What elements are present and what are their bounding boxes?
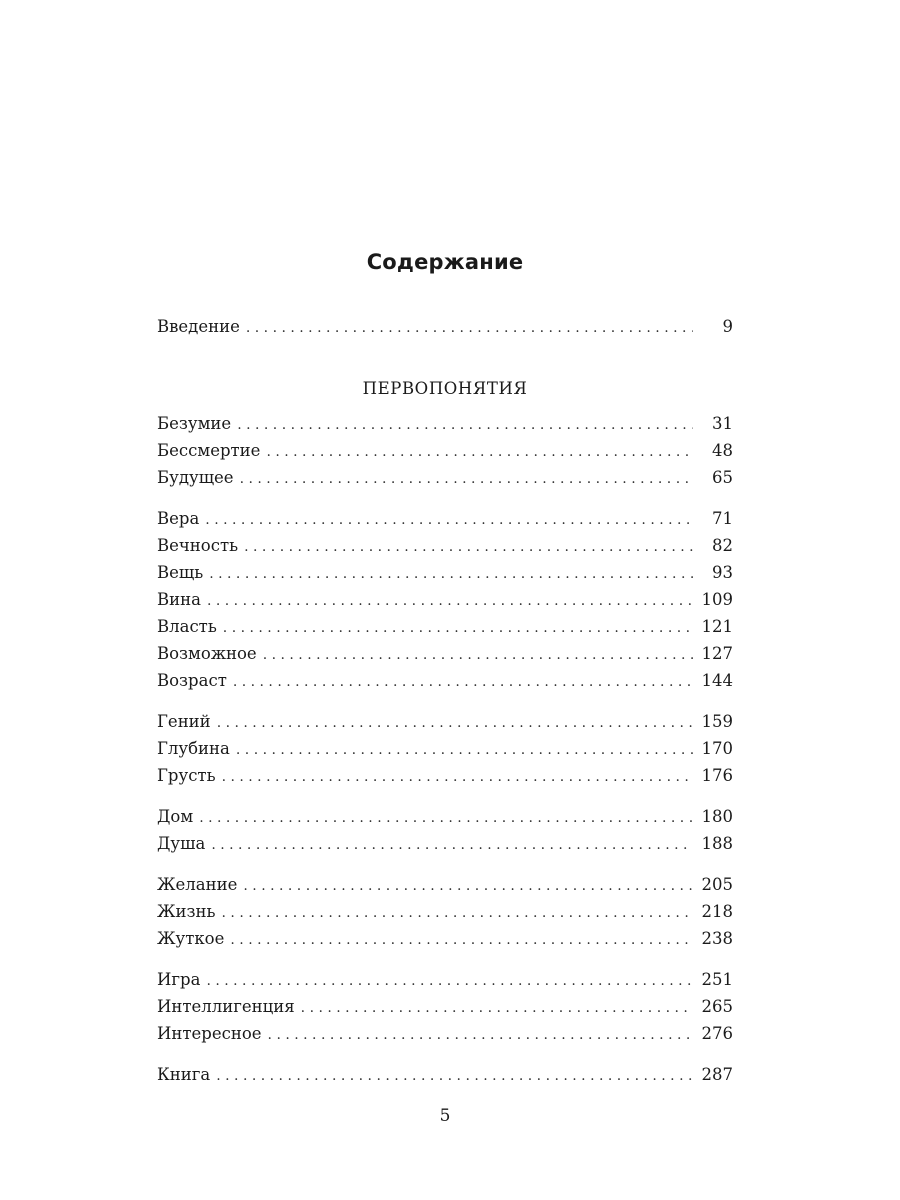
toc-dot-leader bbox=[207, 588, 693, 615]
toc-dot-leader bbox=[268, 1022, 693, 1049]
toc-entry bbox=[157, 586, 733, 613]
toc-entry-label: Книга bbox=[157, 1065, 211, 1084]
toc-dot-leader bbox=[301, 995, 693, 1022]
toc-entry bbox=[157, 708, 733, 735]
toc-entry bbox=[157, 871, 733, 898]
toc-dot-leader bbox=[217, 710, 693, 737]
toc-entry-page: 159 bbox=[701, 712, 733, 731]
toc-entry-label: Бессмертие bbox=[157, 441, 261, 460]
toc-entry bbox=[157, 966, 733, 993]
section-heading: ПЕРВОПОНЯТИЯ bbox=[362, 379, 528, 398]
toc-entry bbox=[157, 830, 733, 857]
toc-entry-page: 287 bbox=[701, 1065, 733, 1084]
toc-entry-label: Дом bbox=[157, 807, 194, 826]
toc-dot-leader bbox=[233, 669, 693, 696]
toc-dot-leader bbox=[230, 927, 693, 954]
toc-entry bbox=[157, 559, 733, 586]
toc-entry-page: 251 bbox=[701, 970, 733, 989]
toc-entry-label: Безумие bbox=[157, 414, 232, 433]
table-of-contents bbox=[157, 313, 733, 1088]
toc-dot-leader bbox=[206, 968, 693, 995]
toc-entry-page: 276 bbox=[701, 1024, 733, 1043]
toc-dot-leader bbox=[240, 466, 693, 493]
toc-entry-label: Будущее bbox=[157, 468, 234, 487]
toc-entry-page: 9 bbox=[722, 317, 733, 336]
toc-dot-leader bbox=[216, 1063, 693, 1090]
toc-entry-label: Грусть bbox=[157, 766, 216, 785]
toc-dot-leader bbox=[222, 900, 693, 927]
toc-entry bbox=[157, 667, 733, 694]
toc-entry-label: Вера bbox=[157, 509, 200, 528]
toc-entry-label: Желание bbox=[157, 875, 238, 894]
toc-entry bbox=[157, 532, 733, 559]
toc-entry bbox=[157, 735, 733, 762]
toc-entry-label: Душа bbox=[157, 834, 206, 853]
toc-entry-page: 121 bbox=[701, 617, 733, 636]
toc-entry-page: 109 bbox=[701, 590, 733, 609]
toc-entry-page: 82 bbox=[712, 536, 733, 555]
toc-entry-page: 180 bbox=[701, 807, 733, 826]
toc-entry-page: 188 bbox=[701, 834, 733, 853]
toc-entry bbox=[157, 898, 733, 925]
toc-dot-leader bbox=[244, 534, 693, 561]
toc-entry-page: 71 bbox=[712, 509, 733, 528]
toc-entry-page: 65 bbox=[712, 468, 733, 487]
toc-entry-label: Жуткое bbox=[157, 929, 225, 948]
toc-dot-leader bbox=[263, 642, 693, 669]
toc-groups bbox=[157, 410, 733, 1088]
page-title: Содержание bbox=[366, 250, 524, 274]
toc-entry bbox=[157, 640, 733, 667]
toc-entry-label: Интеллигенция bbox=[157, 997, 295, 1016]
toc-entry bbox=[157, 762, 733, 789]
toc-entry-page: 48 bbox=[712, 441, 733, 460]
toc-entry bbox=[157, 1020, 733, 1047]
page-number: 5 bbox=[439, 1106, 451, 1126]
toc-entry-page: 238 bbox=[701, 929, 733, 948]
toc-entry-page: 144 bbox=[701, 671, 733, 690]
toc-entry-page: 31 bbox=[712, 414, 733, 433]
toc-entry-label: Введение bbox=[157, 317, 240, 336]
toc-entry-page: 127 bbox=[701, 644, 733, 663]
toc-entry-page: 176 bbox=[701, 766, 733, 785]
toc-entry bbox=[157, 613, 733, 640]
toc-entry bbox=[157, 464, 733, 491]
toc-entry bbox=[157, 803, 733, 830]
toc-entry-label: Возраст bbox=[157, 671, 227, 690]
toc-entry-page: 93 bbox=[712, 563, 733, 582]
toc-entry-label: Вещь bbox=[157, 563, 204, 582]
toc-dot-leader bbox=[209, 561, 693, 588]
toc-entry-page: 265 bbox=[701, 997, 733, 1016]
toc-dot-leader bbox=[236, 737, 693, 764]
toc-entry bbox=[157, 1061, 733, 1088]
toc-entry-label: Власть bbox=[157, 617, 217, 636]
toc-entry bbox=[157, 993, 733, 1020]
toc-entry-label: Интересное bbox=[157, 1024, 262, 1043]
toc-dot-leader bbox=[223, 615, 693, 642]
toc-entry bbox=[157, 925, 733, 952]
toc-entry-page: 218 bbox=[701, 902, 733, 921]
toc-dot-leader bbox=[199, 805, 693, 832]
toc-entry-intro bbox=[157, 313, 733, 340]
toc-entry bbox=[157, 505, 733, 532]
toc-entry-label: Возможное bbox=[157, 644, 257, 663]
toc-entry-page: 170 bbox=[701, 739, 733, 758]
toc-dot-leader bbox=[205, 507, 693, 534]
toc-dot-leader bbox=[243, 873, 693, 900]
toc-dot-leader bbox=[246, 315, 693, 342]
toc-entry-page: 205 bbox=[701, 875, 733, 894]
toc-entry-label: Игра bbox=[157, 970, 201, 989]
toc-entry-label: Вина bbox=[157, 590, 201, 609]
toc-dot-leader bbox=[266, 439, 693, 466]
toc-entry bbox=[157, 410, 733, 437]
toc-entry-label: Глубина bbox=[157, 739, 230, 758]
toc-entry-label: Гений bbox=[157, 712, 211, 731]
toc-entry-label: Вечность bbox=[157, 536, 239, 555]
toc-dot-leader bbox=[211, 832, 693, 859]
toc-dot-leader bbox=[222, 764, 693, 791]
toc-entry bbox=[157, 437, 733, 464]
toc-entry-label: Жизнь bbox=[157, 902, 216, 921]
toc-dot-leader bbox=[237, 412, 693, 439]
